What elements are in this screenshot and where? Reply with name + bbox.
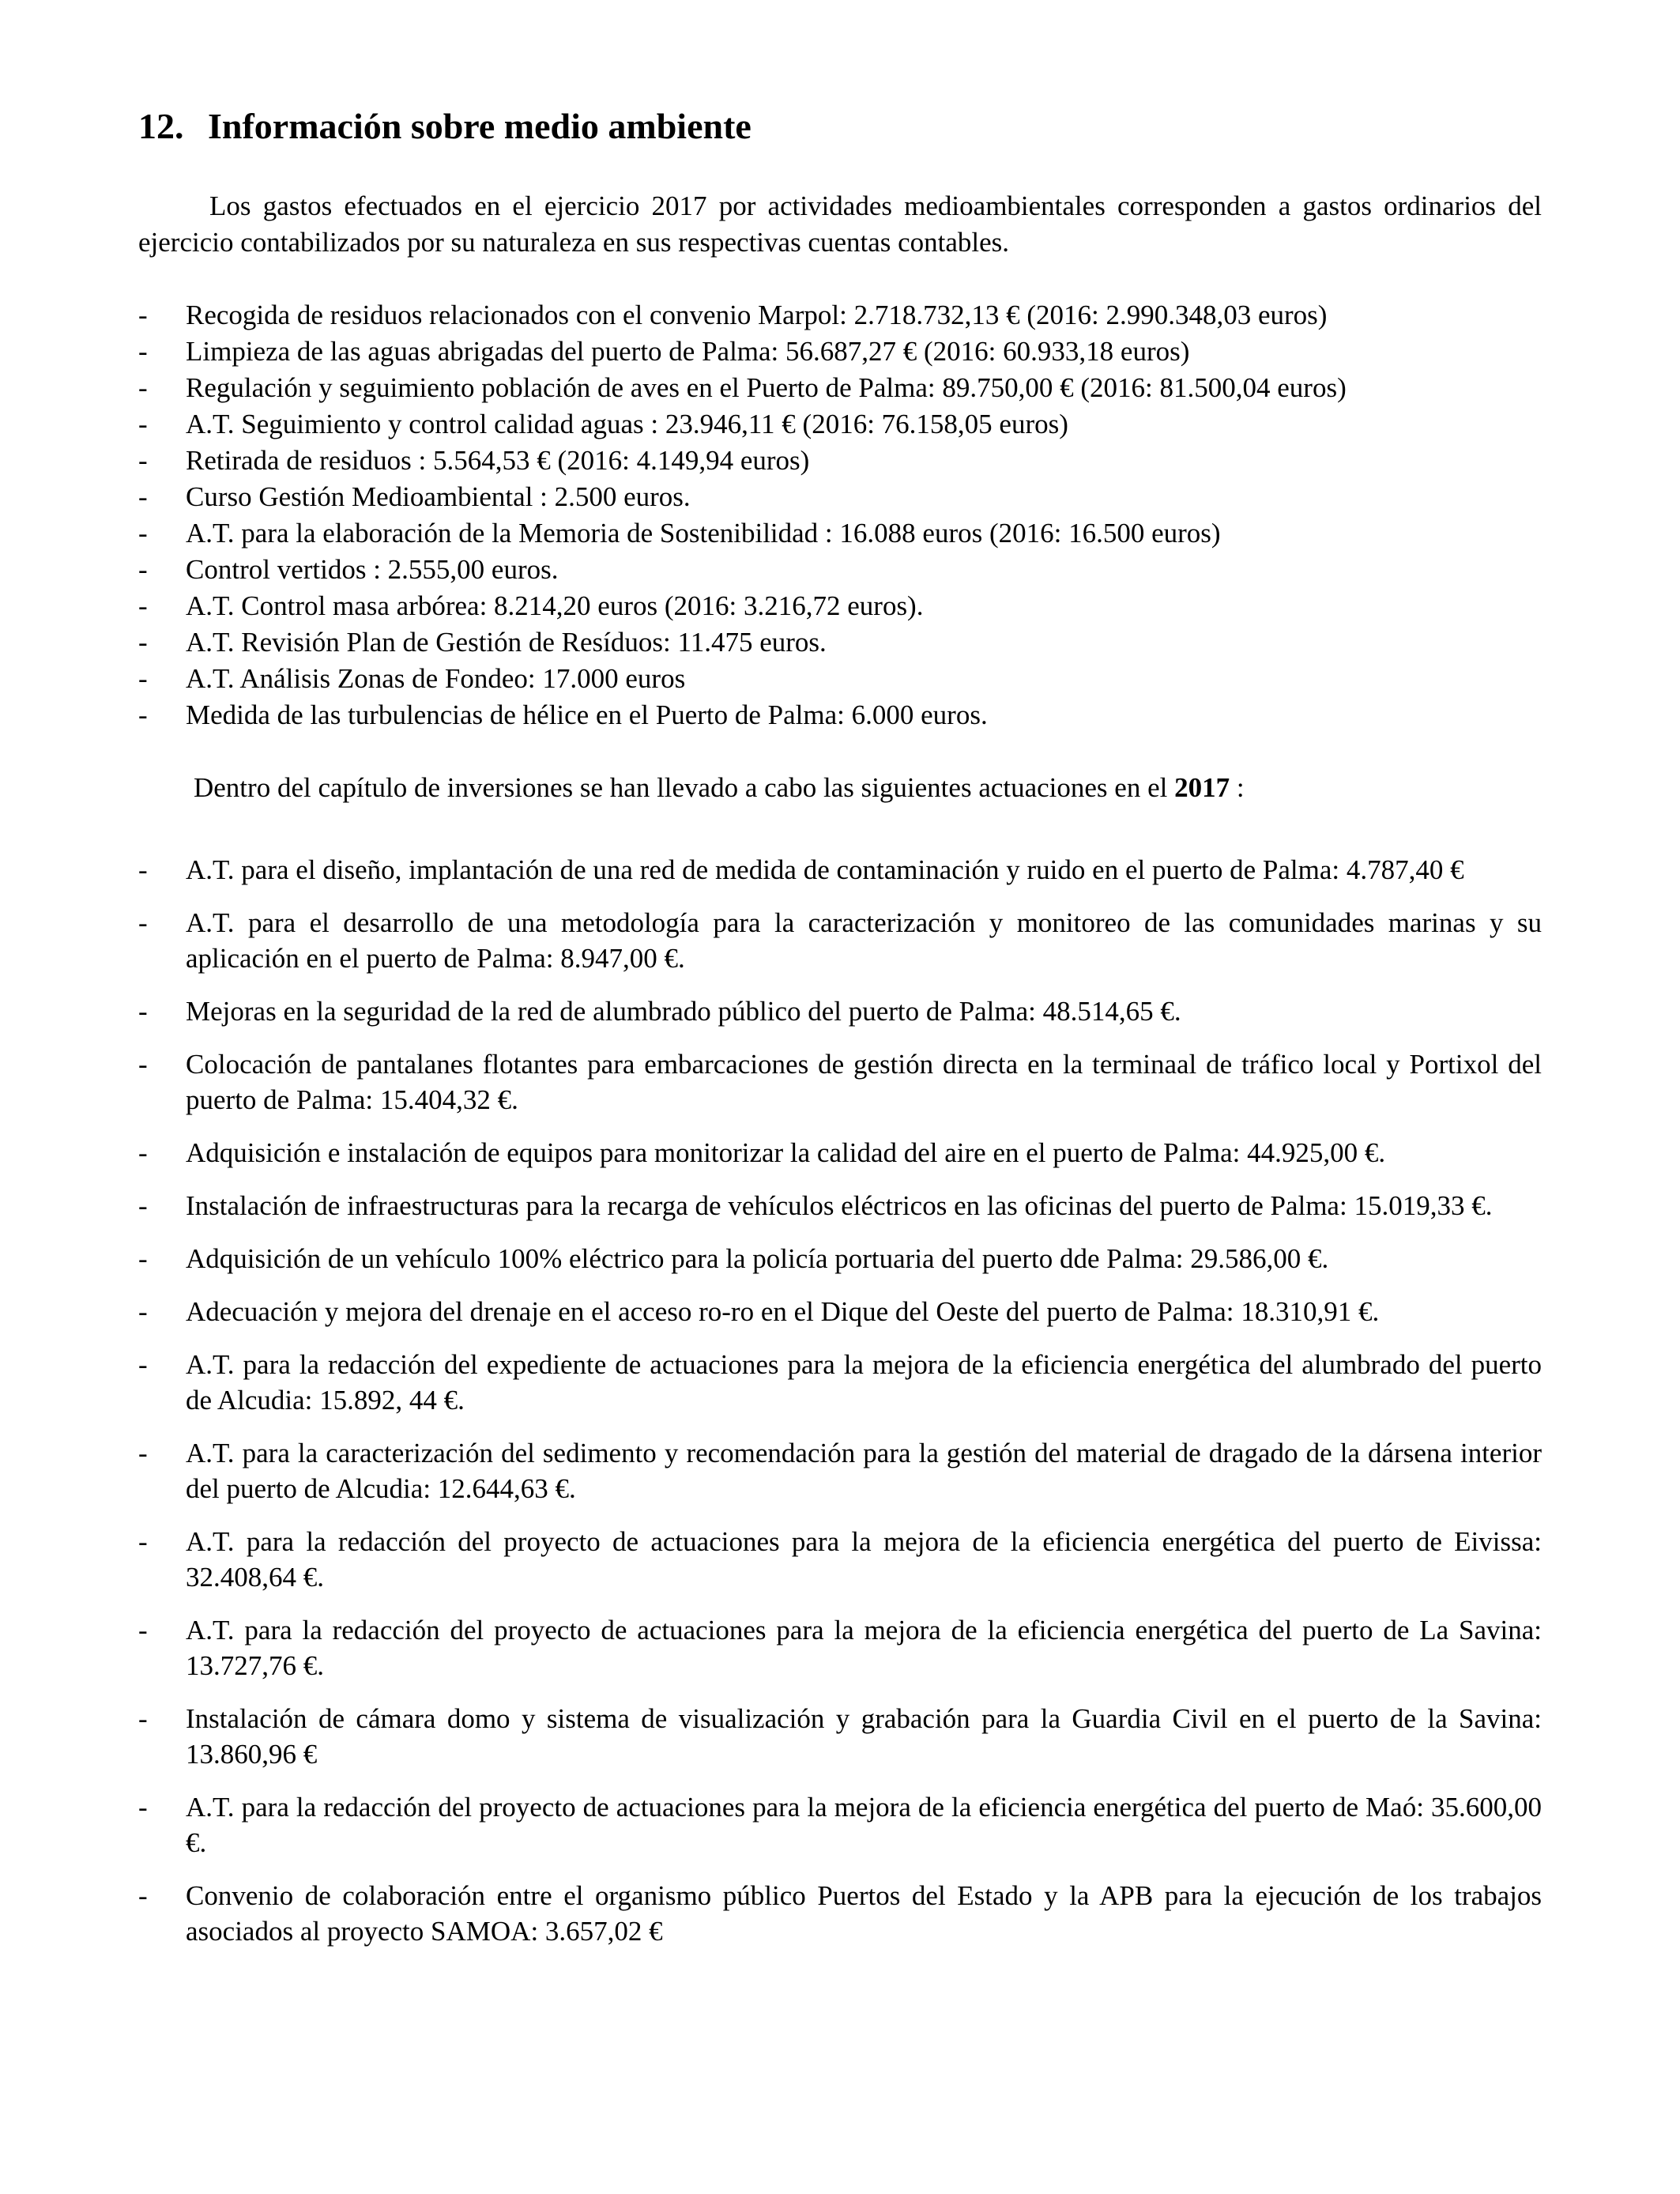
investment-item: - Colocación de pantalanes flotantes para embarcaciones de gestión directa en la terminaal de tráfico local y Portixol del puerto de Palma: 15.404,32 €. — [138, 1046, 1542, 1118]
bullet-dash: - — [138, 1296, 148, 1327]
expense-item: - A.T. para la elaboración de la Memoria de Sostenibilidad : 16.088 euros (2016: 16.500 euros) — [138, 515, 1542, 552]
expense-item: - A.T. Revisión Plan de Gestión de Resíduos: 11.475 euros. — [138, 624, 1542, 661]
bullet-dash: - — [138, 300, 148, 330]
investments-intro: Dentro del capítulo de inversiones se han llevado a cabo las siguientes actuaciones en el 2017 : — [194, 772, 1245, 803]
bullet-dash: - — [138, 996, 148, 1027]
bullet-dash: - — [138, 372, 148, 403]
bullet-dash: - — [138, 554, 148, 585]
bullet-dash: - — [138, 699, 148, 730]
expense-item: - Recogida de residuos relacionados con el convenio Marpol: 2.718.732,13 € (2016: 2.990.348,03 euros) — [138, 297, 1542, 334]
investment-item: - A.T. para la redacción del proyecto de actuaciones para la mejora de la eficiencia energética del puerto de Maó: 35.600,00 €. — [138, 1789, 1542, 1860]
expense-item: - A.T. Control masa arbórea: 8.214,20 euros (2016: 3.216,72 euros). — [138, 588, 1542, 624]
bullet-dash: - — [138, 1137, 148, 1168]
section-heading — [138, 103, 1542, 150]
investment-item: - A.T. para el diseño, implantación de una red de medida de contaminación y ruido en el puerto de Palma: 4.787,40 € — [138, 852, 1542, 888]
bullet-dash: - — [138, 1349, 148, 1380]
investment-item: - Adquisición de un vehículo 100% eléctrico para la policía portuaria del puerto dde Palma: 29.586,00 €. — [138, 1241, 1542, 1276]
investment-item: - A.T. para la redacción del proyecto de actuaciones para la mejora de la eficiencia energética del puerto de La Savina: 13.727,76 €. — [138, 1612, 1542, 1683]
bullet-dash: - — [138, 1190, 148, 1221]
investment-item: - Adquisición e instalación de equipos para monitorizar la calidad del aire en el puerto de Palma: 44.925,00 €. — [138, 1135, 1542, 1171]
expenses-list — [138, 297, 1542, 733]
bullet-dash: - — [138, 854, 148, 885]
investments-list — [138, 852, 1542, 1949]
expense-item: - Medida de las turbulencias de hélice en el Puerto de Palma: 6.000 euros. — [138, 697, 1542, 733]
bullet-dash: - — [138, 445, 148, 476]
bullet-dash: - — [138, 481, 148, 512]
expense-item: - Retirada de residuos : 5.564,53 € (2016: 4.149,94 euros) — [138, 443, 1542, 479]
bullet-dash: - — [138, 1880, 148, 1911]
bullet-dash: - — [138, 1526, 148, 1557]
expense-item: - Control vertidos : 2.555,00 euros. — [138, 552, 1542, 588]
bullet-dash: - — [138, 1615, 148, 1646]
expense-item: - Regulación y seguimiento población de aves en el Puerto de Palma: 89.750,00 € (2016: 81.500,04 euros) — [138, 370, 1542, 406]
investment-item: - A.T. para la redacción del proyecto de actuaciones para la mejora de la eficiencia energética del puerto de Eivissa: 32.408,64 €. — [138, 1524, 1542, 1595]
expense-item: - Curso Gestión Medioambiental : 2.500 euros. — [138, 479, 1542, 515]
investment-item: - Adecuación y mejora del drenaje en el acceso ro-ro en el Dique del Oeste del puerto de Palma: 18.310,91 €. — [138, 1294, 1542, 1329]
bullet-dash: - — [138, 1792, 148, 1823]
expense-item: - A.T. Seguimiento y control calidad aguas : 23.946,11 € (2016: 76.158,05 euros) — [138, 406, 1542, 443]
investment-item: - A.T. para la redacción del expediente de actuaciones para la mejora de la eficiencia energética del alumbrado del puerto de Alcudia: 15.892, 44 €. — [138, 1347, 1542, 1418]
bullet-dash: - — [138, 1703, 148, 1734]
investments-year: 2017 — [1174, 772, 1230, 803]
bullet-dash: - — [138, 1438, 148, 1468]
bullet-dash: - — [138, 518, 148, 548]
investment-item: - Convenio de colaboración entre el organismo público Puertos del Estado y la APB para la ejecución de los trabajos asociados al proyecto SAMOA: 3.657,02 € — [138, 1878, 1542, 1949]
investment-item: - Mejoras en la seguridad de la red de alumbrado público del puerto de Palma: 48.514,65 €. — [138, 993, 1542, 1029]
section-title: Información sobre medio ambiente — [208, 106, 751, 146]
document-page — [138, 103, 1542, 1966]
investment-item: - Instalación de cámara domo y sistema de visualización y grabación para la Guardia Civil en el puerto de la Savina: 13.860,96 € — [138, 1701, 1542, 1772]
bullet-dash: - — [138, 409, 148, 439]
bullet-dash: - — [138, 663, 148, 694]
intro-paragraph: Los gastos efectuados en el ejercicio 2017 por actividades medioambientales corresponden a gastos ordinarios del ejercicio contabilizados por su naturaleza en sus respectivas cuentas contables. — [138, 190, 1542, 258]
bullet-dash: - — [138, 336, 148, 367]
investment-item: - Instalación de infraestructuras para la recarga de vehículos eléctricos en las oficinas del puerto de Palma: 15.019,33 €. — [138, 1188, 1542, 1223]
investment-item: - A.T. para la caracterización del sedimento y recomendación para la gestión del material de dragado de la dársena interior del puerto de Alcudia: 12.644,63 €. — [138, 1435, 1542, 1506]
investment-item: - A.T. para el desarrollo de una metodología para la caracterización y monitoreo de las comunidades marinas y su aplicación en el puerto de Palma: 8.947,00 €. — [138, 905, 1542, 976]
bullet-dash: - — [138, 627, 148, 658]
bullet-dash: - — [138, 907, 148, 938]
expense-item: - A.T. Análisis Zonas de Fondeo: 17.000 euros — [138, 661, 1542, 697]
bullet-dash: - — [138, 590, 148, 621]
section-number: 12. — [138, 106, 184, 146]
bullet-dash: - — [138, 1243, 148, 1274]
bullet-dash: - — [138, 1049, 148, 1080]
expense-item: - Limpieza de las aguas abrigadas del puerto de Palma: 56.687,27 € (2016: 60.933,18 euros) — [138, 334, 1542, 370]
